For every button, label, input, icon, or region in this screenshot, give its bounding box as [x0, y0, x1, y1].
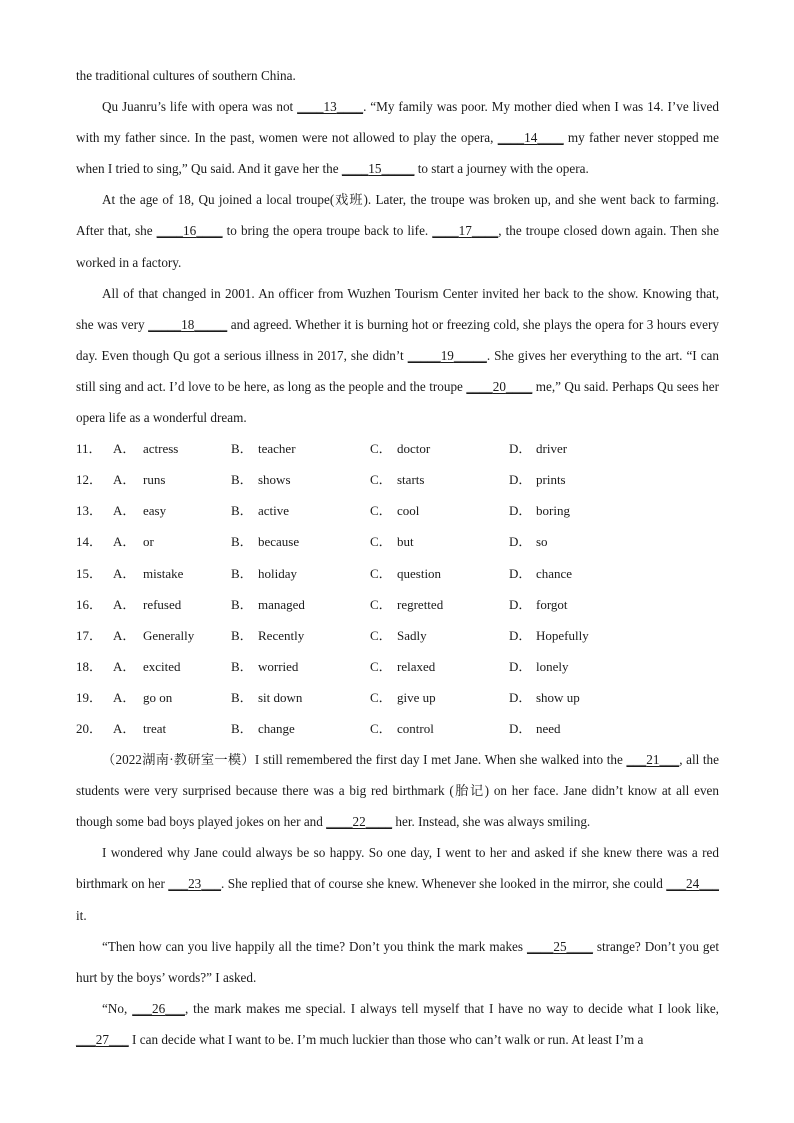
passage-1-paragraph-3: All of that changed in 2001. An officer from Wuzhen Tourism Center invited her back to the show. Knowing that, she was very _____18_____ and agreed. Whether it is burning hot or freezing cold, she plays the opera for 3 hours every day. Even though Qu got a serious illness in 2017, she didn’t _____19_____. She gives her everything to the art. “I can still sing and act. I’d love to be here, as long as the people and the troupe ____20____ me,” Qu said. Perhaps Qu sees her opera life as a wonderful dream. — [76, 285, 719, 426]
blank-19[interactable]: _____19_____ — [407, 347, 487, 363]
option-a[interactable]: A． treat — [113, 720, 167, 736]
question-row — [76, 526, 719, 557]
option-a[interactable]: A． easy — [113, 503, 167, 519]
blank-18[interactable]: _____18_____ — [148, 316, 228, 332]
question-row — [76, 464, 719, 495]
option-d[interactable]: D． prints — [509, 472, 566, 488]
question-number: 15． — [76, 565, 103, 581]
question-number: 20． — [76, 720, 103, 736]
blank-16[interactable]: ____16____ — [156, 223, 223, 239]
option-b[interactable]: B． active — [231, 503, 290, 519]
passage-2-paragraph-1: （2022湖南·教研室一模）I still remembered the first day I met Jane. When she walked into the ___21___, all the students were very surprised because there was a big red birthmark (胎记) on her face. Jane didn’t know at all even though some bad boys played jokes on her and ____22____ her. Instead, she was always smiling. — [76, 752, 720, 830]
option-d[interactable]: D． chance — [509, 565, 573, 581]
option-b[interactable]: B． shows — [231, 472, 291, 488]
option-b[interactable]: B． because — [231, 534, 300, 550]
question-number: 13． — [76, 503, 103, 519]
option-b[interactable]: B． teacher — [231, 441, 296, 457]
question-list — [76, 433, 719, 744]
question-row — [76, 558, 719, 589]
passage-2-paragraph-3: “Then how can you live happily all the time? Don’t you think the mark makes ____25____ strange? Don’t you get hurt by the boys’ words?” I asked. — [76, 938, 719, 985]
passage-1-line-start: the traditional cultures of southern China. — [76, 68, 296, 83]
blank-26[interactable]: ___26___ — [132, 1000, 185, 1016]
question-number: 17． — [76, 627, 103, 643]
option-a[interactable]: A． actress — [113, 441, 179, 457]
blank-23[interactable]: ___23___ — [168, 876, 222, 892]
option-a[interactable]: A． go on — [113, 689, 173, 705]
blank-20[interactable]: ____20____ — [466, 378, 533, 394]
question-number: 11． — [76, 441, 102, 457]
option-c[interactable]: C． give up — [370, 689, 436, 705]
option-c[interactable]: C． doctor — [370, 441, 431, 457]
blank-17[interactable]: ____17____ — [432, 223, 499, 239]
option-d[interactable]: D． forgot — [509, 596, 568, 612]
question-row — [76, 713, 719, 744]
option-b[interactable]: B． worried — [231, 658, 299, 674]
question-row — [76, 589, 719, 620]
option-d[interactable]: D． show up — [509, 689, 580, 705]
passage-2-paragraph-2: I wondered why Jane could always be so happy. So one day, I went to her and asked if she knew there was a red birthmark on her ___23___. She replied that of course she knew. Whenever she looked in the mirror, she could ___24___ it. — [76, 845, 719, 923]
passage-2-paragraph-4: “No, ___26___, the mark makes me special. I always tell myself that I have no way to decide what I look like, ___27___ I can decide what I want to be. I’m much luckier than those who can’t walk or run. At least I’m a — [76, 1000, 719, 1047]
question-number: 12． — [76, 472, 103, 488]
passage-1-paragraph-2: At the age of 18, Qu joined a local troupe(戏班). Later, the troupe was broken up, and she went back to farming. After that, she ____16____ to bring the opera troupe back to life. ____17____, the troupe closed down again. Then she worked in a factory. — [76, 192, 719, 270]
question-row — [76, 495, 719, 526]
option-a[interactable]: A． mistake — [113, 565, 184, 581]
option-d[interactable]: D． lonely — [509, 658, 569, 674]
option-a[interactable]: A． runs — [113, 472, 166, 488]
option-d[interactable]: D． boring — [509, 503, 570, 519]
option-d[interactable]: D． need — [509, 720, 561, 736]
passage-1-paragraph-1: Qu Juanru’s life with opera was not ____13____. “My family was poor. My mother died when I was 14. I’ve lived with my father since. In the past, women were not allowed to play the opera, ____14____ my father never stopped me when I tried to sing,” Qu said. And it gave her the ____15_____ to start a journey with the opera. — [76, 99, 719, 177]
question-row — [76, 433, 719, 464]
option-b[interactable]: B． holiday — [231, 565, 297, 581]
blank-15[interactable]: ____15_____ — [341, 161, 415, 177]
blank-13[interactable]: ____13____ — [297, 99, 364, 115]
question-number: 14． — [76, 534, 103, 550]
option-c[interactable]: C． question — [370, 565, 442, 581]
option-b[interactable]: B． managed — [231, 596, 305, 612]
question-number: 19． — [76, 689, 103, 705]
option-c[interactable]: C． Sadly — [370, 627, 427, 643]
option-c[interactable]: C． regretted — [370, 596, 444, 612]
option-c[interactable]: C． control — [370, 720, 434, 736]
document-page — [76, 60, 719, 1055]
question-row — [76, 682, 719, 713]
option-a[interactable]: A． or — [113, 534, 154, 550]
option-a[interactable]: A． refused — [113, 596, 182, 612]
blank-22[interactable]: ____22____ — [326, 814, 393, 830]
question-number: 18． — [76, 658, 103, 674]
option-d[interactable]: D． driver — [509, 441, 568, 457]
option-c[interactable]: C． relaxed — [370, 658, 436, 674]
option-d[interactable]: D． Hopefully — [509, 627, 589, 643]
option-c[interactable]: C． starts — [370, 472, 425, 488]
question-row — [76, 620, 719, 651]
question-number: 16． — [76, 596, 103, 612]
question-row — [76, 651, 719, 682]
blank-25[interactable]: ____25____ — [526, 938, 593, 954]
option-d[interactable]: D． so — [509, 534, 548, 550]
option-b[interactable]: B． sit down — [231, 689, 303, 705]
option-a[interactable]: A． Generally — [113, 627, 195, 643]
option-a[interactable]: A． excited — [113, 658, 181, 674]
option-b[interactable]: B． Recently — [231, 627, 305, 643]
blank-14[interactable]: ____14____ — [497, 130, 564, 146]
blank-24[interactable]: ___24___ — [666, 876, 719, 892]
option-c[interactable]: C． but — [370, 534, 414, 550]
blank-21[interactable]: ___21___ — [626, 752, 680, 768]
option-b[interactable]: B． change — [231, 720, 295, 736]
blank-27[interactable]: ___27___ — [76, 1031, 129, 1047]
option-c[interactable]: C． cool — [370, 503, 420, 519]
